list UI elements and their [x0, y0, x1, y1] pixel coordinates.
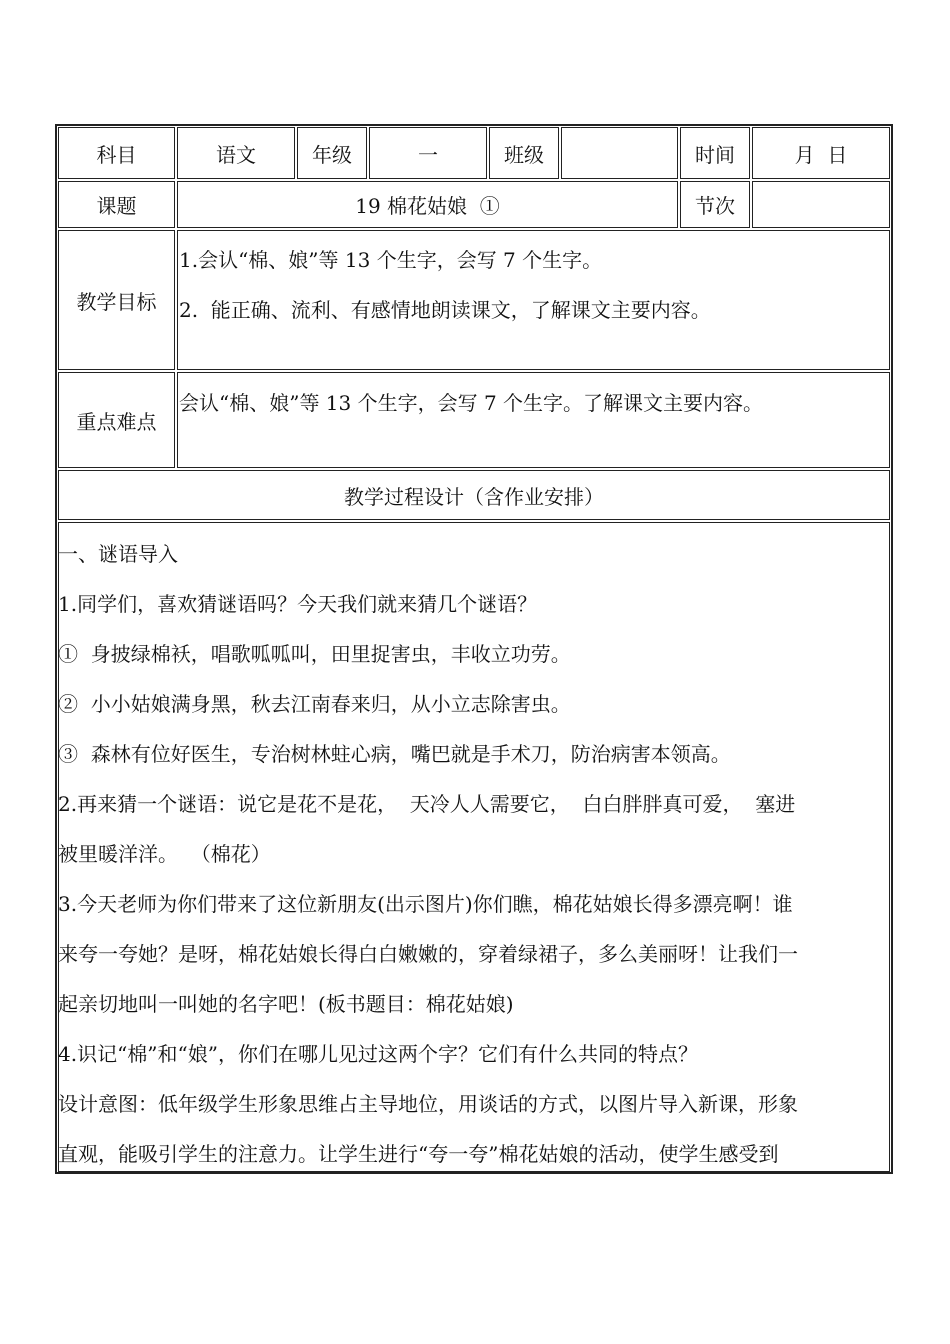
process-line: 被里暖洋洋。 （棉花）	[58, 842, 271, 866]
process-line: 1.同学们，喜欢猜谜语吗？今天我们就来猜几个谜语？	[58, 592, 538, 616]
topic-label: 课题	[58, 181, 175, 228]
goals-label: 教学目标	[58, 230, 175, 370]
topic-value: 19 棉花姑娘 ①	[177, 181, 678, 228]
key-points-content	[177, 372, 890, 468]
process-line: ① 身披绿棉袄，唱歌呱呱叫，田里捉害虫，丰收立功劳。	[58, 642, 571, 666]
process-line: 一、谜语导入	[58, 542, 178, 566]
grade-label: 年级	[297, 127, 367, 179]
goal-item: 1.会认“棉、娘”等 13 个生字，会写 7 个生字。	[179, 248, 603, 272]
subject-label: 科目	[58, 127, 175, 179]
time-label: 时间	[680, 127, 750, 179]
process-line: ③ 森林有位好医生，专治树林蛀心病，嘴巴就是手术刀，防治病害本领高。	[58, 742, 731, 766]
process-line: ② 小小姑娘满身黑，秋去江南春来归，从小立志除害虫。	[58, 692, 571, 716]
process-line: 2.再来猜一个谜语：说它是花不是花， 天冷人人需要它， 白白胖胖真可爱， 塞进	[58, 792, 796, 816]
process-line: 直观，能吸引学生的注意力。让学生进行“夸一夸”棉花姑娘的活动，使学生感受到	[58, 1142, 779, 1166]
goal-item: 2. 能正确、流利、有感情地朗读课文，了解课文主要内容。	[179, 298, 711, 322]
process-line: 3.今天老师为你们带来了这位新朋友(出示图片)你们瞧，棉花姑娘长得多漂亮啊！谁	[58, 892, 793, 916]
process-title: 教学过程设计（含作业安排）	[58, 470, 890, 520]
grade-value: 一	[369, 127, 487, 179]
process-line: 4.识记“棉”和“娘”，你们在哪儿见过这两个字？它们有什么共同的特点？	[58, 1042, 698, 1066]
process-line: 起亲切地叫一叫她的名字吧！(板书题目：棉花姑娘)	[58, 992, 514, 1016]
goals-content	[177, 230, 890, 370]
process-line: 设计意图：低年级学生形象思维占主导地位，用谈话的方式，以图片导入新课，形象	[58, 1092, 798, 1116]
time-value: 月 日	[752, 127, 890, 179]
key-points-text: 会认“棉、娘”等 13 个生字，会写 7 个生字。了解课文主要内容。	[179, 391, 764, 415]
class-label: 班级	[489, 127, 559, 179]
period-label: 节次	[680, 181, 750, 228]
period-value	[752, 181, 890, 228]
key-points-label: 重点难点	[58, 372, 175, 468]
class-value	[561, 127, 678, 179]
subject-value: 语文	[177, 127, 295, 179]
process-line: 来夸一夸她？是呀，棉花姑娘长得白白嫩嫩的，穿着绿裙子，多么美丽呀！让我们一	[58, 942, 798, 966]
